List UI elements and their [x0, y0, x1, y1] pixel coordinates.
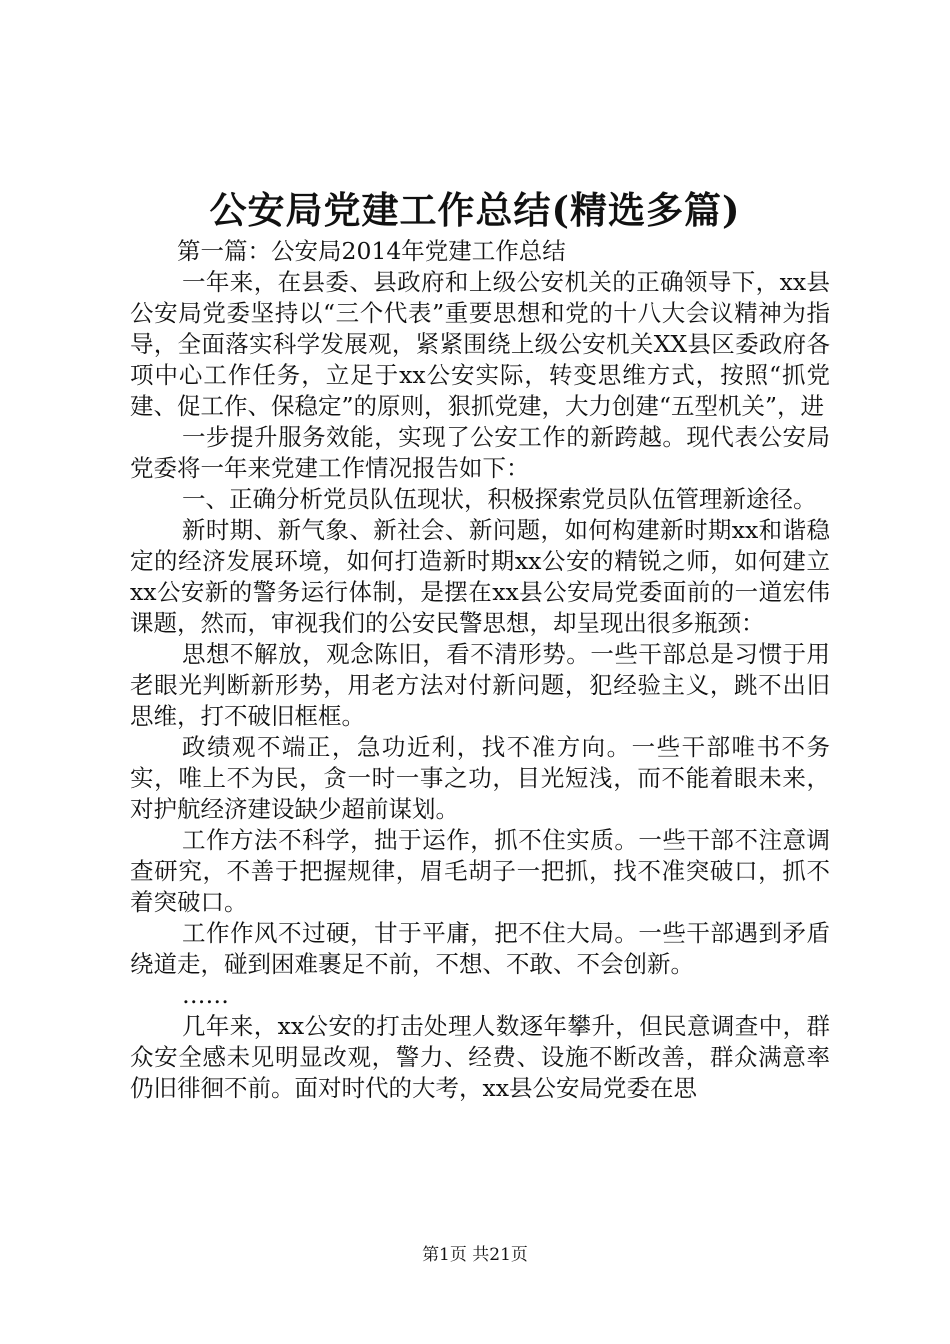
paragraph: 政绩观不端正，急功近利，找不准方向。一些干部唯书不务实，唯上不为民，贪一时一事之功，目光短浅，而不能着眼未来，对护航经济建设缺少超前谋划。 — [130, 733, 830, 823]
paragraph: 几年来，xx公安的打击处理人数逐年攀升，但民意调查中，群众安全感未见明显改观，警力、经费、设施不断改善，群众满意率仍旧徘徊不前。面对时代的大考，xx县公安局党委在思 — [130, 1012, 830, 1102]
paragraph: 一年来，在县委、县政府和上级公安机关的正确领导下，xx县公安局党委坚持以“三个代表”重要思想和党的十八大会议精神为指导，全面落实科学发展观，紧紧围绕上级公安机关XX县区委政府各项中心工作任务，立足于xx公安实际，转变思维方式，按照“抓党建、促工作、保稳定”的原则，狠抓党建，大力创建“五型机关”，进 — [130, 268, 830, 420]
section-heading: 第一篇：公安局2014年党建工作总结 — [177, 237, 566, 265]
paragraph: 一、正确分析党员队伍现状，积极探索党员队伍管理新途径。 — [182, 485, 817, 513]
paragraph: 思想不解放，观念陈旧，看不清形势。一些干部总是习惯于用老眼光判断新形势，用老方法对付新问题，犯经验主义，跳不出旧思维，打不破旧框框。 — [130, 640, 830, 730]
paragraph: 一步提升服务效能，实现了公安工作的新跨越。现代表公安局党委将一年来党建工作情况报告如下： — [130, 423, 830, 482]
ellipsis-line: …… — [182, 981, 229, 1009]
paragraph: 工作作风不过硬，甘于平庸，把不住大局。一些干部遇到矛盾绕道走，碰到困难裹足不前，不想、不敢、不会创新。 — [130, 919, 830, 978]
paragraph: 工作方法不科学，拙于运作，抓不住实质。一些干部不注意调查研究，不善于把握规律，眉毛胡子一把抓，找不准突破口，抓不着突破口。 — [130, 826, 830, 916]
page-footer: 第1页 共21页 — [422, 1245, 528, 1265]
document-body — [130, 236, 830, 1104]
paragraph: 新时期、新气象、新社会、新问题，如何构建新时期xx和谐稳定的经济发展环境，如何打造新时期xx公安的精锐之师，如何建立xx公安新的警务运行体制，是摆在xx县公安局党委面前的一道宏伟课题，然而，审视我们的公安民警思想，却呈现出很多瓶颈： — [130, 516, 830, 637]
document-title: 公安局党建工作总结(精选多篇) — [209, 188, 741, 232]
